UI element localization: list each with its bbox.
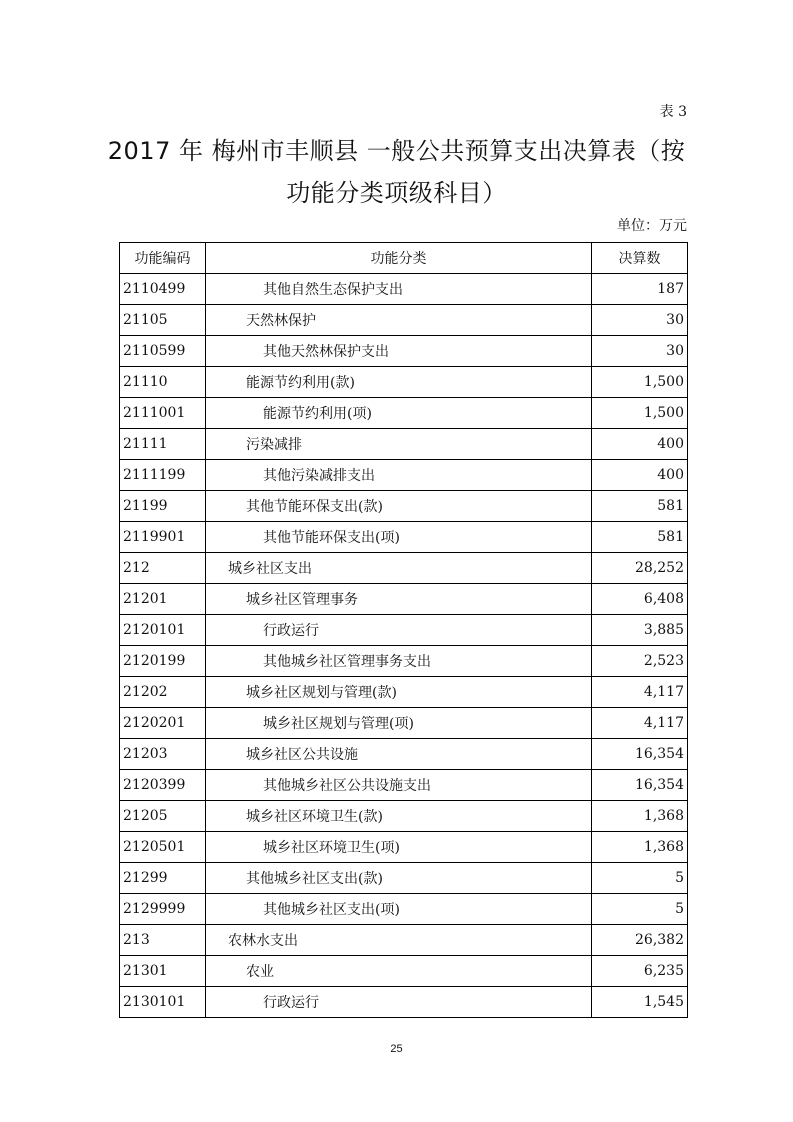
final-amount: 3,885 [592, 615, 688, 646]
function-category: 天然林保护 [206, 305, 592, 336]
final-amount: 400 [592, 460, 688, 491]
table-row [120, 274, 688, 305]
function-category: 其他城乡社区支出(项) [206, 894, 592, 925]
table-row [120, 491, 688, 522]
table-row [120, 336, 688, 367]
table-row [120, 553, 688, 584]
table-row [120, 367, 688, 398]
budget-table [119, 242, 688, 1018]
table-header-row [120, 243, 688, 274]
final-amount: 30 [592, 305, 688, 336]
table-row [120, 522, 688, 553]
final-amount: 1,368 [592, 832, 688, 863]
function-category: 污染减排 [206, 429, 592, 460]
function-category: 行政运行 [206, 615, 592, 646]
function-category: 能源节约利用(款) [206, 367, 592, 398]
function-category: 其他污染减排支出 [206, 460, 592, 491]
function-code: 2120501 [120, 832, 206, 863]
final-amount: 1,545 [592, 987, 688, 1018]
function-code: 21201 [120, 584, 206, 615]
function-category: 其他自然生态保护支出 [206, 274, 592, 305]
function-category: 城乡社区规划与管理(项) [206, 708, 592, 739]
table-row [120, 894, 688, 925]
column-header-code: 功能编码 [120, 243, 206, 274]
final-amount: 5 [592, 863, 688, 894]
function-category: 农业 [206, 956, 592, 987]
function-code: 21301 [120, 956, 206, 987]
final-amount: 6,408 [592, 584, 688, 615]
function-category: 城乡社区公共设施 [206, 739, 592, 770]
final-amount: 28,252 [592, 553, 688, 584]
function-category: 城乡社区环境卫生(款) [206, 801, 592, 832]
function-code: 213 [120, 925, 206, 956]
final-amount: 4,117 [592, 677, 688, 708]
table-row [120, 677, 688, 708]
unit-label: 单位：万元 [617, 218, 687, 234]
function-category: 农林水支出 [206, 925, 592, 956]
function-category: 其他节能环保支出(款) [206, 491, 592, 522]
function-code: 2110499 [120, 274, 206, 305]
function-code: 2120199 [120, 646, 206, 677]
page-title [100, 130, 693, 214]
function-code: 2111199 [120, 460, 206, 491]
table-row [120, 646, 688, 677]
table-row [120, 863, 688, 894]
function-code: 21203 [120, 739, 206, 770]
function-category: 其他天然林保护支出 [206, 336, 592, 367]
function-code: 2120101 [120, 615, 206, 646]
function-category: 其他城乡社区公共设施支出 [206, 770, 592, 801]
function-code: 21110 [120, 367, 206, 398]
function-category: 能源节约利用(项) [206, 398, 592, 429]
function-code: 2129999 [120, 894, 206, 925]
final-amount: 16,354 [592, 739, 688, 770]
function-code: 2110599 [120, 336, 206, 367]
table-row [120, 739, 688, 770]
table-label: 表 3 [659, 104, 687, 120]
function-code: 2130101 [120, 987, 206, 1018]
function-code: 21111 [120, 429, 206, 460]
function-category: 城乡社区环境卫生(项) [206, 832, 592, 863]
function-code: 21202 [120, 677, 206, 708]
table-row [120, 708, 688, 739]
title-line-1: 2017 年 梅州市丰顺县 一般公共预算支出决算表（按 [107, 137, 686, 165]
function-code: 21299 [120, 863, 206, 894]
final-amount: 1,500 [592, 367, 688, 398]
column-header-category: 功能分类 [206, 243, 592, 274]
table-row [120, 925, 688, 956]
final-amount: 2,523 [592, 646, 688, 677]
function-category: 其他城乡社区管理事务支出 [206, 646, 592, 677]
table-row [120, 305, 688, 336]
function-category: 其他节能环保支出(项) [206, 522, 592, 553]
page-number: 25 [390, 1043, 403, 1055]
table-row [120, 398, 688, 429]
table-row [120, 987, 688, 1018]
final-amount: 6,235 [592, 956, 688, 987]
table-row [120, 801, 688, 832]
final-amount: 1,368 [592, 801, 688, 832]
final-amount: 581 [592, 491, 688, 522]
title-line-2: 功能分类项级科目） [286, 179, 507, 207]
function-category: 其他城乡社区支出(款) [206, 863, 592, 894]
function-category: 城乡社区管理事务 [206, 584, 592, 615]
table-row [120, 584, 688, 615]
function-code: 21105 [120, 305, 206, 336]
function-code: 212 [120, 553, 206, 584]
final-amount: 400 [592, 429, 688, 460]
function-code: 2119901 [120, 522, 206, 553]
table-row [120, 460, 688, 491]
table-row [120, 956, 688, 987]
column-header-amount: 决算数 [592, 243, 688, 274]
function-category: 行政运行 [206, 987, 592, 1018]
function-category: 城乡社区规划与管理(款) [206, 677, 592, 708]
function-code: 2120201 [120, 708, 206, 739]
table-row [120, 615, 688, 646]
final-amount: 4,117 [592, 708, 688, 739]
function-category: 城乡社区支出 [206, 553, 592, 584]
final-amount: 30 [592, 336, 688, 367]
table-row [120, 770, 688, 801]
final-amount: 187 [592, 274, 688, 305]
table-row [120, 832, 688, 863]
function-code: 2111001 [120, 398, 206, 429]
final-amount: 16,354 [592, 770, 688, 801]
final-amount: 5 [592, 894, 688, 925]
table-row [120, 429, 688, 460]
function-code: 21205 [120, 801, 206, 832]
function-code: 21199 [120, 491, 206, 522]
final-amount: 1,500 [592, 398, 688, 429]
final-amount: 26,382 [592, 925, 688, 956]
function-code: 2120399 [120, 770, 206, 801]
final-amount: 581 [592, 522, 688, 553]
